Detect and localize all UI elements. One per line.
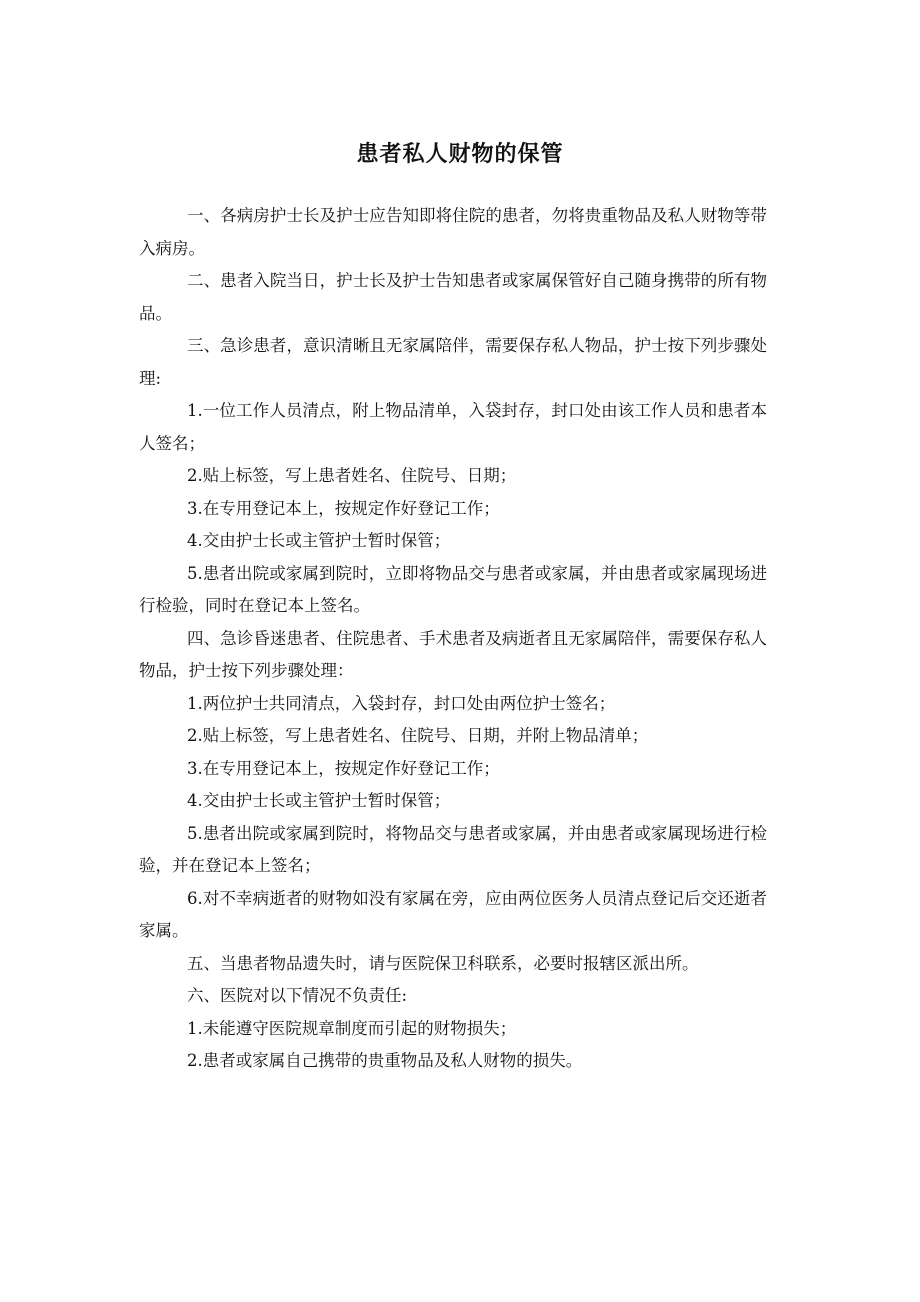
paragraph-14: 5.患者出院或家属到院时，将物品交与患者或家属，并由患者或家属现场进行检验，并在登记本上签名； xyxy=(139,823,767,875)
paragraph-16: 五、当患者物品遗失时，请与医院保卫科联系，必要时报辖区派出所。 xyxy=(187,953,699,973)
paragraph-3: 三、急诊患者，意识清晰且无家属陪伴，需要保存私人物品，护士按下列步骤处理: xyxy=(139,336,767,388)
paragraph-12: 3.在专用登记本上，按规定作好登记工作； xyxy=(187,758,500,778)
paragraph-9: 四、急诊昏迷患者、住院患者、手术患者及病逝者且无家属陪伴，需要保存私人物品，护士按下列步骤处理： xyxy=(139,628,767,680)
document-title: 患者私人财物的保管 xyxy=(356,142,564,167)
paragraph-2: 二、患者入院当日，护士长及护士告知患者或家属保管好自己随身携带的所有物品。 xyxy=(139,271,767,323)
paragraph-11: 2.贴上标签，写上患者姓名、住院号、日期，并附上物品清单； xyxy=(187,726,649,745)
document-body xyxy=(139,200,767,1078)
paragraph-18: 1.未能遵守医院规章制度而引起的财物损失； xyxy=(187,1018,517,1038)
paragraph-6: 3.在专用登记本上，按规定作好登记工作； xyxy=(187,498,500,518)
paragraph-13: 4.交由护士长或主管护士暂时保管； xyxy=(187,791,451,810)
paragraph-4: 1.一位工作人员清点，附上物品清单，入袋封存，封口处由该工作人员和患者本人签名； xyxy=(139,401,767,453)
paragraph-5: 2.贴上标签，写上患者姓名、住院号、日期； xyxy=(187,466,517,485)
paragraph-15: 6.对不幸病逝者的财物如没有家属在旁，应由两位医务人员清点登记后交还逝者家属。 xyxy=(139,888,767,940)
paragraph-1: 一、各病房护士长及护士应告知即将住院的患者，勿将贵重物品及私人财物等带入病房。 xyxy=(139,206,767,258)
paragraph-10: 1.两位护士共同清点，入袋封存，封口处由两位护士签名； xyxy=(187,693,616,713)
paragraph-8: 5.患者出院或家属到院时，立即将物品交与患者或家属，并由患者或家属现场进行检验，同时在登记本上签名。 xyxy=(139,563,767,615)
paragraph-19: 2.患者或家属自己携带的贵重物品及私人财物的损失。 xyxy=(187,1051,583,1070)
paragraph-7: 4.交由护士长或主管护士暂时保管； xyxy=(187,531,451,550)
paragraph-17: 六、医院对以下情况不负责任: xyxy=(187,986,408,1005)
